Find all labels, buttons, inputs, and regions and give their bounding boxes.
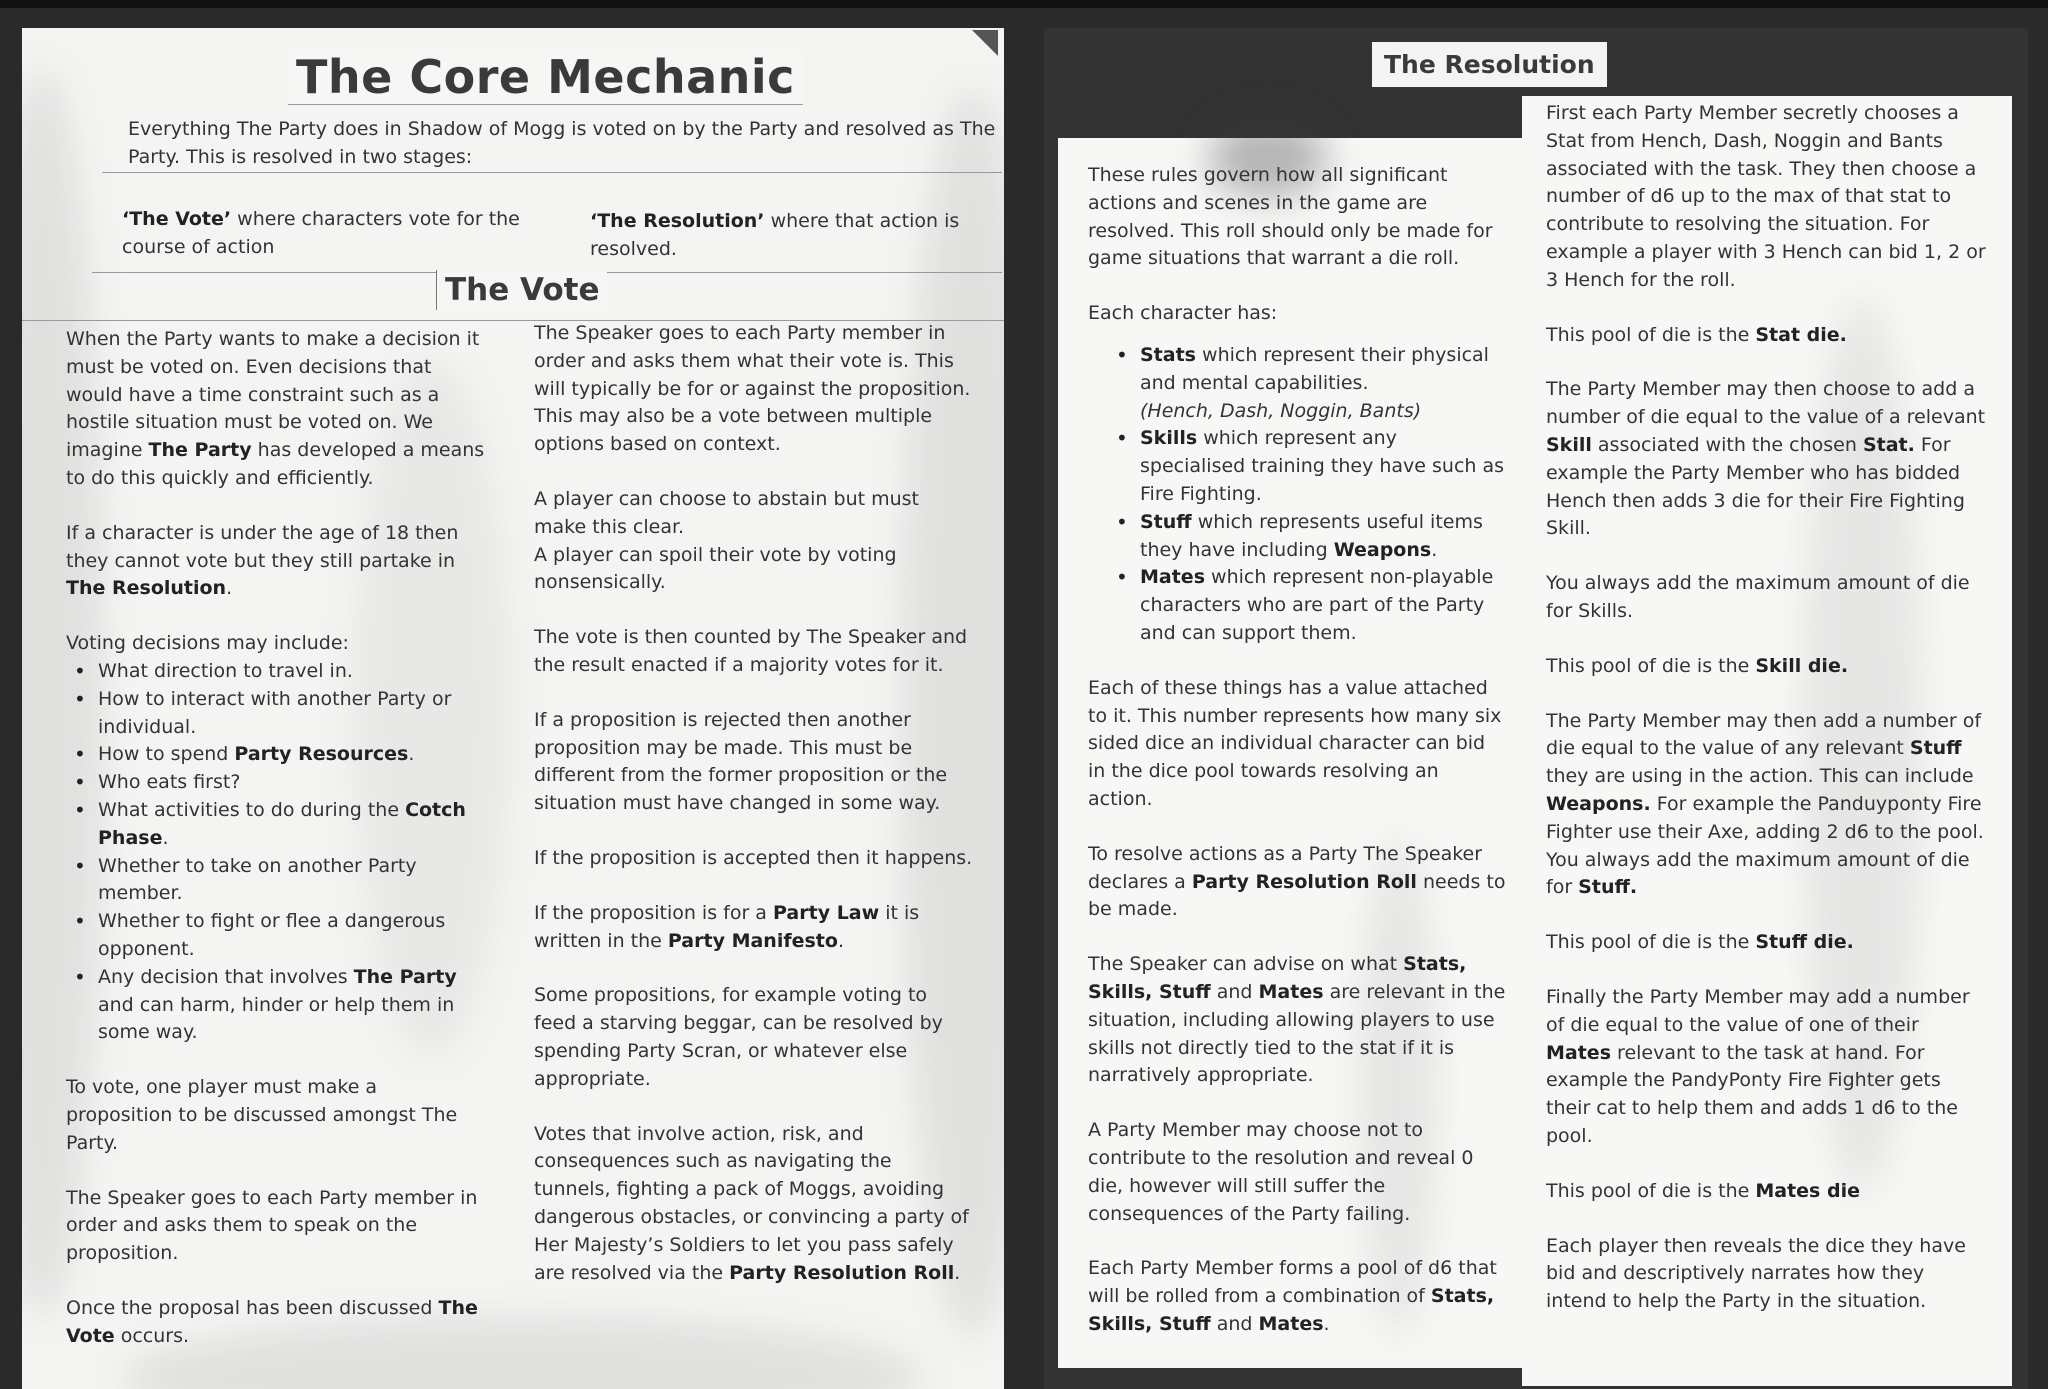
right-page (1044, 28, 2028, 1389)
vote-column-right: The Speaker goes to each Party member in order and asks them what their vote is. This will typically be for or against the proposition. This may also be a vote between multiple options based on context. A player can choose to abstain but must make this clear. A player can spoil their vote by voting nonsensically. The vote is then counted by The Speaker and the result enacted if a majority votes for it. If a proposition is rejected then another proposition may be made. This must be different from the former proposition or the situation must have changed in some way. If the proposition is accepted then it happens. If the proposition is for a Party Law it is written in the Party Manifesto. Some propositions, for example voting to feed a starving beggar, can be resolved by spending Party Scran, or whatever else appropriate. Votes that involve action, risk, and consequences such as navigating the tunnels, fighting a pack of Moggs, avoiding dangerous obstacles, or convincing a party of Her Majesty’s Soldiers to let you pass safely are resolved via the Party Resolution Roll. (534, 322, 973, 1284)
resolution-column-left: These rules govern how all significant actions and scenes in the game are resolved. This roll should only be made for game situations that warrant a die roll. Each character has: • Stats which represent their physical and mental capabilities. (Hench, Dash, Noggin, Bants) • Skills which represent any specialised training they have such as Fire Fighting. • Stuff which represents useful items they have including Weapons. • Mates which represent non-playable characters who are part of the Party and can support them. Each of these things has a value attached to it. This number represents how many six sided dice an individual character can bid in the dice pool towards resolving an action. To resolve actions as a Party The Speaker declares a Party Resolution Roll needs to be made. The Speaker can advise on what Stats, Skills, Stuff and Mates are relevant in the situation, including allowing players to use skills not directly tied to the stat if it is narratively appropriate. A Party Member may choose not to contribute to the resolution and reveal 0 die, however will still suffer the consequences of the Party failing. Each Party Member forms a pool of d6 that will be rolled from a combination of Stats, Skills, Stuff and Mates. (1088, 162, 1508, 1366)
list-item: • What activities to do during the Cotch Phase. (66, 797, 486, 853)
list-item: • Skills which represent any specialised training they have such as Fire Fighting. (1108, 425, 1508, 508)
list-item: • Who eats first? (66, 769, 486, 797)
list-item: • How to interact with another Party or individual. (66, 686, 486, 742)
stage-resolution: ‘The Resolution’ where that action is resolved. (590, 210, 960, 260)
resolution-column-right: First each Party Member secretly chooses a Stat from Hench, Dash, Noggin and Bants associated with the task. They then choose a number of d6 up to the max of that stat to contribute to resolving the situation. For example a player with 3 Hench can bid 1, 2 or 3 Hench for the roll. This pool of die is the Stat die. The Party Member may then choose to add a number of die equal to the value of a relevant Skill associated with the chosen Stat. For example the Party Member who has bidded Hench then adds 3 die for their Fire Fighting Skill. You always add the maximum amount of die for Skills. This pool of die is the Skill die. The Party Member may then add a number of die equal to the value of any relevant Stuff they are using in the action. This can include Weapons. For example the Panduyponty Fire Fighter use their Axe, adding 2 d6 to the pool. You always add the maximum amount of die for Stuff. This pool of die is the Stuff die. Finally the Party Member may add a number of die equal to the value of one of their Mates relevant to the task at hand. For example the PandyPonty Fire Fighter gets their cat to help them and adds 1 d6 to the pool. This pool of die is the Mates die Each player then reveals the dice they have bid and descriptively narrates how they intend to help the Party in the situation. (1546, 102, 1986, 1313)
stage-vote: ‘The Vote’ where characters vote for the course of action (122, 208, 520, 258)
vote-column-left: When the Party wants to make a decision it must be voted on. Even decisions that would have a time constraint such as a hostile situation must be voted on. We imagine The Party has developed a means to do this quickly and efficiently. If a character is under the age of 18 then they cannot vote but they still partake in The Resolution. Voting decisions may include: • What direction to travel in. • How to interact with another Party or individual. • How to spend Party Resources. • Who eats first? • What activities to do during the Cotch Phase. • Whether to take on another Party member. • Whether to fight or flee a dangerous opponent. • Any decision that involves The Party and can harm, hinder or help them in some way. To vote, one player must make a proposition to be discussed amongst The Party. The Speaker goes to each Party member in order and asks them to speak on the proposition. Once the proposal has been discussed The Vote occurs. (66, 326, 486, 1378)
list-item: • Whether to fight or flee a dangerous opponent. (66, 908, 486, 964)
list-item: • Whether to take on another Party member. (66, 853, 486, 909)
section-heading-vote: The Vote (436, 270, 607, 310)
list-item: • Any decision that involves The Party and can harm, hinder or help them in some way. (66, 964, 486, 1047)
list-item: • How to spend Party Resources. (66, 741, 486, 769)
list-item: • Mates which represent non-playable characters who are part of the Party and can support them. (1108, 564, 1508, 647)
page-title: The Resolution (1372, 42, 1607, 87)
top-bar (0, 0, 2048, 8)
page-title: The Core Mechanic (288, 50, 803, 105)
character-attributes-list (1108, 342, 1508, 648)
folded-corner (972, 30, 998, 56)
divider (102, 172, 1002, 173)
list-item: • Stuff which represents useful items they have including Weapons. (1108, 509, 1508, 565)
intro-text: Everything The Party does in Shadow of Mogg is voted on by the Party and resolved as The Party. This is resolved in two stages: (128, 118, 996, 168)
list-item: • Stats which represent their physical and mental capabilities. (Hench, Dash, Noggin, Bants) (1108, 342, 1508, 425)
left-page (22, 28, 1004, 1389)
voting-decisions-list (66, 658, 486, 1047)
list-item: • What direction to travel in. (66, 658, 486, 686)
